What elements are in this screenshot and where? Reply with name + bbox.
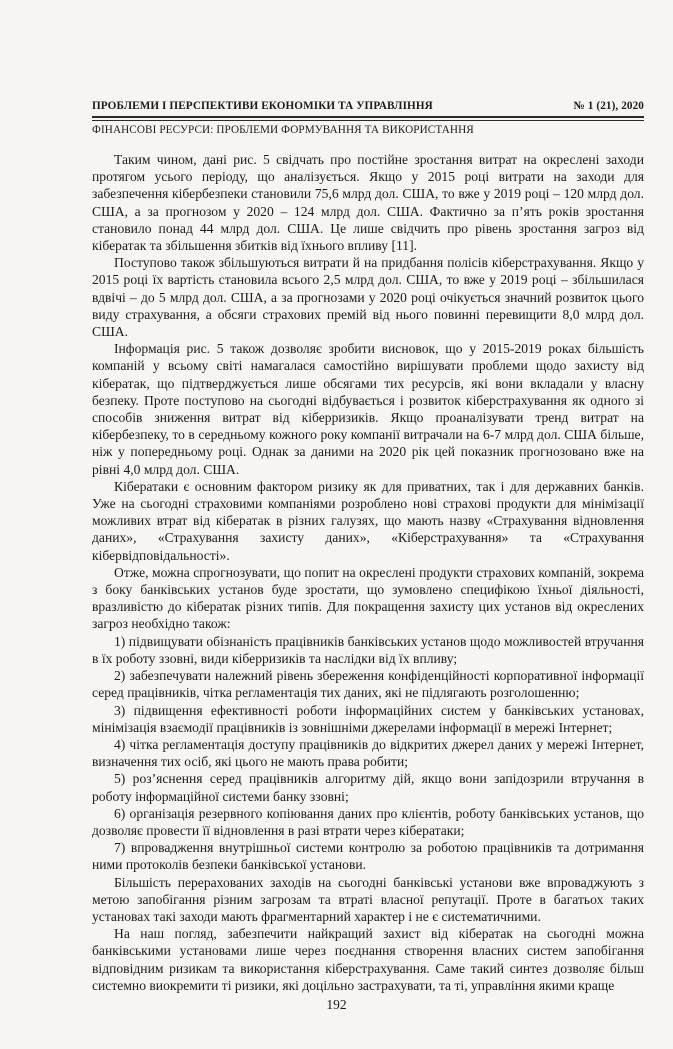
paragraph: Інформація рис. 5 також дозволяє зробити висновок, що у 2015-2019 роках більшість компаній у всьому світі намагалася самостійно вирішувати проблеми щодо захисту від кібератак, що підтверджується лише обсягами тих ресурсів, які вони вкладали у власну безпеку. Проте поступово на сьогодні відбувається і розвиток кіберстрахування як одного зі способів зниження витрат від кіберризиків. Якщо проаналізувати тренд витрат на кібербезпеку, то в середньому кожного року компанії витрачали на 6-7 млрд дол. США більше, ніж у попередньому році. Однак за даними на 2020 рік цей показник прогнозовано вже на рівні 4,0 млрд дол. США. bbox=[92, 341, 644, 477]
section-title: ФІНАНСОВІ РЕСУРСИ: ПРОБЛЕМИ ФОРМУВАННЯ ТА ВИКОРИСТАННЯ bbox=[92, 124, 474, 136]
header-rule-thick bbox=[92, 116, 644, 118]
list-item: 4) чітка регламентація доступу працівників до відкритих джерел даних у мережі Інтернет, визначення тих осіб, які цього не мають права робити; bbox=[92, 736, 644, 770]
paragraph: Поступово також збільшуються витрати й на придбання полісів кіберстрахування. Якщо у 2015 році їх вартість становила всього 2,5 млрд дол. США, то вже у 2019 році – збільшилася вдвічі – до 5 млрд дол. США, а за прогнозами у 2020 році очікується значний розвиток цього виду страхування, а обсяги страхових премій від нього повинні перевищити 8,0 млрд дол. США. bbox=[92, 255, 644, 340]
page-number: 192 bbox=[326, 997, 347, 1012]
paragraph: Таким чином, дані рис. 5 свідчать про постійне зростання витрат на окреслені заходи протягом усього періоду, що аналізується. Якщо у 2015 році витрати на заходи для забезпечення кібербезпеки становили 75,6 млрд дол. США, то вже у 2019 році – 120 млрд дол. США, а за прогнозом у 2020 – 124 млрд дол. США. Фактично за п’ять років зростання становило понад 44 млрд дол. США. Це лише свідчить про рівень зростання загроз від кібератак та збільшення збитків від їхнього впливу [11]. bbox=[92, 152, 644, 254]
paragraph: Більшість перерахованих заходів на сьогодні банківські установи вже впроваджують з метою запобігання різним загрозам та втраті власної репутації. Проте в багатьох таких установах такі заходи мають фрагментарний характер і не є систематичними. bbox=[92, 874, 644, 924]
list-item: 6) організація резервного копіювання даних про клієнтів, роботу банківських установ, що дозволяє провести її відновлення в разі втрати через кібератаки; bbox=[92, 805, 644, 838]
list-item: 2) забезпечувати належний рівень збереження конфіденційності корпоративної інформації серед працівників, чітка регламентація тих даних, які не підлягають розголошенню; bbox=[92, 668, 644, 701]
running-header bbox=[92, 99, 644, 113]
list-item: 5) роз’яснення серед працівників алгоритму дій, якщо вони запідозрили втручання в роботу інформаційної системи банку ззовні; bbox=[92, 771, 644, 804]
paragraph: На наш погляд, забезпечити найкращий захист від кібератак на сьогодні можна банківськими установами лише через поєднання створення власних систем запобігання відповідним ризикам та використання кіберстрахування. Саме такий синтез дозволяє більш системно виокремити ті ризики, які доцільно застрахувати, та ті, управління якими краще bbox=[92, 926, 644, 993]
header-rule-thin bbox=[92, 120, 644, 121]
list-item: 3) підвищення ефективності роботи інформаційних систем у банківських установах, мінімізація взаємодії працівників із зовнішніми джерелами інформації в мережі Інтернет; bbox=[92, 702, 644, 735]
paragraph: Отже, можна спрогнозувати, що попит на окреслені продукти страхових компаній, зокрема з боку банківських установ буде зростати, що зумовлено специфікою їхньої діяльності, вразливістю до кібератак різних типів. Для покращення захисту цих установ від окреслених загроз необхідно також: bbox=[92, 564, 644, 632]
journal-title: ПРОБЛЕМИ І ПЕРСПЕКТИВИ ЕКОНОМІКИ ТА УПРАВЛІННЯ bbox=[92, 100, 433, 112]
article-body bbox=[92, 151, 644, 994]
issue-number: № 1 (21), 2020 bbox=[573, 100, 644, 112]
list-item: 1) підвищувати обізнаність працівників банківських установ щодо можливостей втручання в їх роботу ззовні, види кіберризиків та наслідки від їх впливу; bbox=[92, 633, 644, 666]
list-item: 7) впровадження внутрішньої системи контролю за роботою працівників та дотримання ними протоколів безпеки банківської установи. bbox=[92, 840, 644, 873]
paragraph: Кібератаки є основним фактором ризику як для приватних, так і для державних банків. Уже на сьогодні страховими компаніями розроблено нові страхові продукти для мінімізації можливих втрат від кібератак в різних галузях, що мають назву «Страхування відновлення даних», «Страхування захисту даних», «Кіберстрахування» та «Страхування кібервідповідальності». bbox=[92, 478, 644, 563]
